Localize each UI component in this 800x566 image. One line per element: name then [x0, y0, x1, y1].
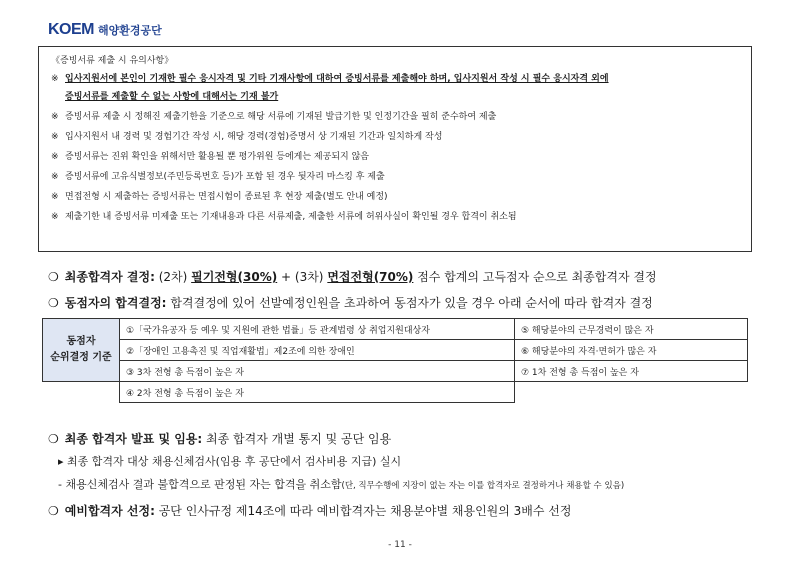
notice-item: ※ 입사지원서 내 경력 및 경험기간 작성 시, 해당 경력(경험)증명서 상 기재된 기간과 일치하게 작성: [51, 132, 443, 142]
org-name: 해양환경공단: [98, 24, 162, 37]
bullet-circle: ❍: [48, 504, 59, 518]
tie-criterion: ④ 2차 전형 총 득점이 높은 자: [120, 382, 515, 403]
tie-criterion: ①「국가유공자 등 예우 및 지원에 관한 법률」등 관계법령 상 취업지원대상자: [120, 319, 515, 340]
notice-box: [38, 46, 752, 252]
dash-marker: -: [58, 478, 62, 491]
announce-section: ❍ 최종 합격자 발표 및 임용: 최종 합격자 개별 통지 및 공단 임용: [48, 432, 392, 446]
notice-item: ※ 면접전형 시 제출하는 증빙서류는 면접시험이 종료된 후 현장 제출(별도 안내 예정): [51, 192, 388, 202]
final-pass-section: ❍ 최종합격자 결정: (2차) 필기전형(30%) + (3차) 면접전형(70%) 점수 합계의 고득점자 순으로 최종합격자 결정: [48, 270, 657, 284]
bullet-circle: ❍: [48, 270, 59, 284]
tie-criterion: ⑦ 1차 전형 총 득점이 높은 자: [515, 361, 748, 382]
exception-note: (단, 직무수행에 지장이 없는 자는 이를 합격자로 결정하거나 채용할 수 있음): [341, 481, 625, 491]
tie-ranking-table: [42, 318, 748, 403]
notice-item: [51, 73, 741, 85]
final-pass-label: 최종합격자 결정:: [64, 270, 155, 284]
notice-item: ※ 증빙서류에 고유식별정보(주민등록번호 등)가 포함 된 경우 뒷자리 마스킹 후 제출: [51, 172, 385, 182]
tie-criterion: ⑥ 해당분야의 자격·면허가 많은 자: [515, 340, 748, 361]
announce-sub-item: - 채용신체검사 결과 불합격으로 판정된 자는 합격을 취소함(단, 직무수행에 지장이 없는 자는 이를 합격자로 결정하거나 채용할 수 있음): [58, 478, 625, 491]
reserve-section: ❍ 예비합격자 선정: 공단 인사규정 제14조에 따라 예비합격자는 채용분야별 채용인원의 3배수 선정: [48, 504, 572, 518]
interview-weight: 면접전형(70%): [327, 270, 414, 284]
tie-criterion: ②「장애인 고용촉진 및 직업재활법」제2조에 의한 장애인: [120, 340, 515, 361]
announce-sub-item: ▸ 최종 합격자 대상 채용신체검사(임용 후 공단에서 검사비용 지급) 실시: [58, 455, 402, 468]
bullet-circle: ❍: [48, 296, 59, 310]
note-mark: ※: [51, 74, 59, 84]
page-number: - 11 -: [388, 540, 412, 550]
tie-table-header: 동점자 순위결정 기준: [43, 319, 120, 382]
tie-criterion: ⑤ 해당분야의 근무경력이 많은 자: [515, 319, 748, 340]
notice-title: 《증빙서류 제출 시 유의사항》: [51, 56, 174, 66]
koem-logo: KOEM: [48, 21, 94, 38]
notice-item-continuation: 증빙서류를 제출할 수 없는 사항에 대해서는 기재 불가: [65, 92, 279, 102]
tie-criterion: ③ 3차 전형 총 득점이 높은 자: [120, 361, 515, 382]
reserve-label: 예비합격자 선정:: [64, 504, 155, 518]
arrow-marker-icon: ▸: [58, 455, 64, 468]
header: [48, 20, 162, 40]
notice-item-text: 입사지원서에 본인이 기재한 필수 응시자격 및 기타 기재사항에 대하여 증빙서류를 제출해야 하며, 입사지원서 작성 시 필수 응시자격 외에: [65, 74, 609, 84]
written-weight: 필기전형(30%): [191, 270, 278, 284]
tie-label: 동점자의 합격결정:: [64, 296, 167, 310]
notice-item: ※ 증빙서류는 진위 확인을 위해서만 활용될 뿐 평가위원 등에게는 제공되지 않음: [51, 152, 369, 162]
tie-section: ❍ 동점자의 합격결정: 합격결정에 있어 선발예정인원을 초과하여 동점자가 있을 경우 아래 순서에 따라 합격자 결정: [48, 296, 653, 310]
announce-label: 최종 합격자 발표 및 임용:: [64, 432, 203, 446]
bullet-circle: ❍: [48, 432, 59, 446]
notice-item: ※ 제출기한 내 증빙서류 미제출 또는 기재내용과 다른 서류제출, 제출한 서류에 허위사실이 확인될 경우 합격이 취소됨: [51, 212, 517, 222]
notice-item: ※ 증빙서류 제출 시 정해진 제출기한을 기준으로 해당 서류에 기재된 발급기한 및 인정기간을 필히 준수하여 제출: [51, 112, 497, 122]
